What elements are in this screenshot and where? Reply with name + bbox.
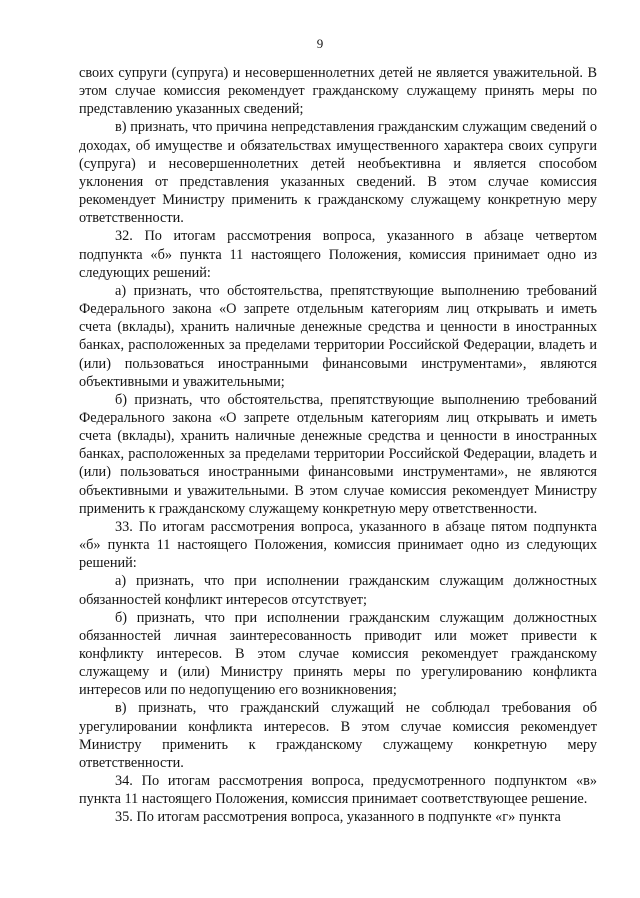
paragraph-33-a: а) признать, что при исполнении гражданским служащим должностных обязанностей конфликт интересов отсутствует; [79,573,597,608]
paragraph-33: 33. По итогам рассмотрения вопроса, указанного в абзаце пятом подпункта «б» пункта 11 настоящего Положения, комиссия принимает одно из следующих решений: [79,518,597,572]
paragraph-35: 35. По итогам рассмотрения вопроса, указанного в подпункте «г» пункта [115,809,561,826]
paragraph-32: 32. По итогам рассмотрения вопроса, указанного в абзаце четвертом подпункта «б» пункта 11 настоящего Положения, комиссия принимает одно из следующих решений: [79,228,597,281]
paragraph-continuation: своих супруги (супруга) и несовершеннолетних детей не является уважительной. В этом случае комиссия рекомендует гражданскому служащему принять меры по представлению указанных сведений; [79,65,597,118]
paragraph-33-b: б) признать, что при исполнении гражданским служащим должностных обязанностей личная заинтересованность приводит или может привести к конфликту интересов. В этом случае комиссия рекомендует гражданскому служащему и (или) Министру принять меры по урегулированию конфликта интересов или по недопущению его возникновения; [79,609,597,699]
paragraph-34: 34. По итогам рассмотрения вопроса, предусмотренного подпунктом «в» пункта 11 настоящего Положения, комиссия принимает соответствующее решение. [79,773,597,808]
page-number: 9 [316,36,324,51]
paragraph-32-a: а) признать, что обстоятельства, препятствующие выполнению требований Федерального закона «О запрете отдельным категориям лиц открывать и иметь счета (вклады), хранить наличные денежные средства и ценности в иностранных банках, расположенных за пределами территории Российской Федерации, владеть и (или) пользоваться иностранными финансовыми инструментами», являются объективными и уважительными; [79,282,597,390]
document-body [79,64,597,827]
paragraph-33-v: в) признать, что гражданский служащий не соблюдал требования об урегулировании конфликта интересов. В этом случае комиссия рекомендует Министру применить к гражданскому служащему конкретную меру ответственности. [79,700,597,771]
paragraph-32-b: б) признать, что обстоятельства, препятствующие выполнению требований Федерального закона «О запрете отдельным категориям лиц открывать и иметь счета (вклады), хранить наличные денежные средства и ценности в иностранных банках, расположенных за пределами территории Российской Федерации, владеть и (или) пользоваться иностранными финансовыми инструментами», не являются объективными и уважительными. В этом случае комиссия рекомендует Министру применить к гражданскому служащему конкретную меру ответственности. [79,391,597,517]
paragraph-31-v: в) признать, что причина непредставления гражданским служащим сведений о доходах, об имуществе и обязательствах имущественного характера своих супруги (супруга) и несовершеннолетних детей необъективна и является способом уклонения от представления указанных сведений. В этом случае комиссия рекомендует Министру применить к гражданскому служащему конкретную меру ответственности. [79,119,597,227]
